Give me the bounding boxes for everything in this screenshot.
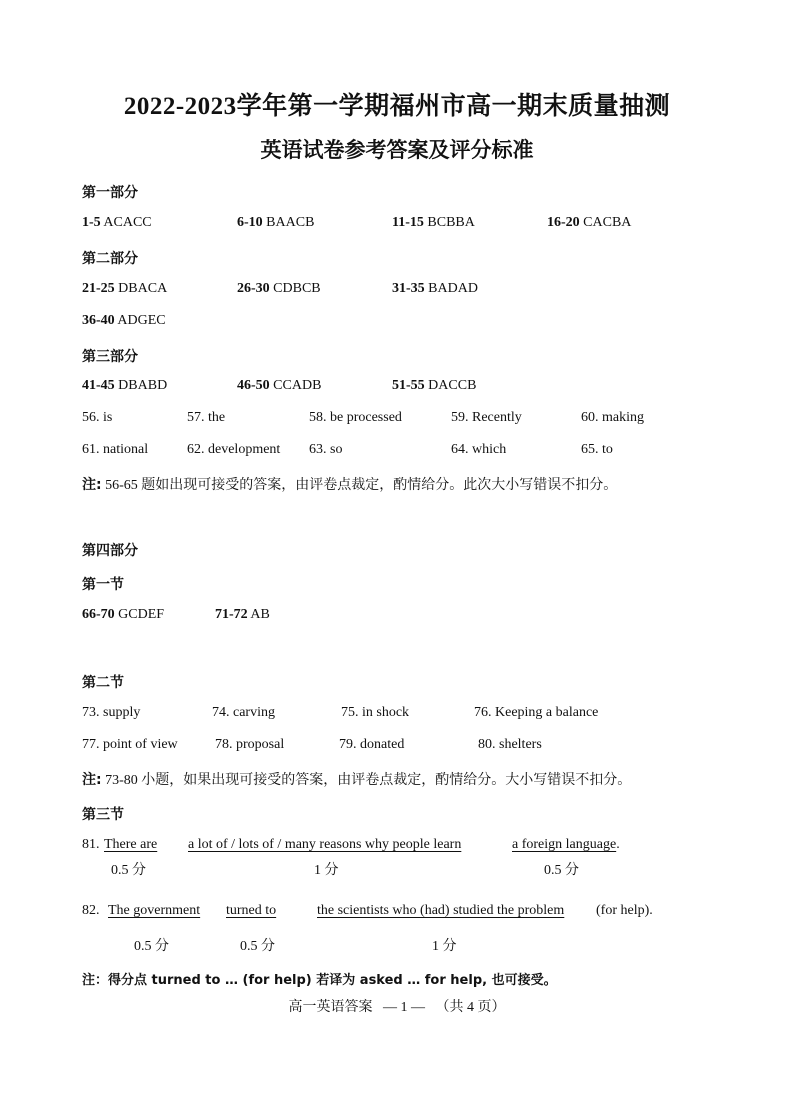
q81-segment-3-wrap: a foreign language. bbox=[512, 837, 620, 852]
page-subtitle: 英语试卷参考答案及评分标准 bbox=[260, 138, 534, 162]
answer-group: 21-25 DBACA bbox=[82, 281, 168, 296]
fill-answer: 64. which bbox=[451, 442, 507, 457]
answer-group: 71-72 AB bbox=[215, 607, 270, 622]
section2-heading: 第二节 bbox=[82, 675, 124, 691]
answer-group: 11-15 BCBBA bbox=[392, 215, 475, 230]
fill-answer: 60. making bbox=[581, 410, 644, 425]
fill-answer: 78. proposal bbox=[215, 737, 285, 752]
fill-answer: 65. to bbox=[581, 442, 613, 457]
fill-answer: 61. national bbox=[82, 442, 149, 457]
answer-group: 1-5 ACACC bbox=[82, 215, 152, 230]
section3-heading: 第三节 bbox=[82, 807, 124, 823]
q81-score-1: 0.5 分 bbox=[111, 863, 146, 878]
fill-answer: 75. in shock bbox=[341, 705, 410, 720]
page-title: 2022-2023学年第一学期福州市高一期末质量抽测 bbox=[123, 93, 671, 120]
fill-answer: 63. so bbox=[309, 442, 343, 457]
part3-heading: 第三部分 bbox=[82, 349, 138, 365]
answer-group: 16-20 CACBA bbox=[547, 215, 632, 230]
q81-segment-1: There are bbox=[104, 837, 158, 852]
section1-heading: 第一节 bbox=[82, 577, 124, 593]
page-number: — 1 — bbox=[383, 1000, 425, 1015]
fill-answer: 74. carving bbox=[212, 705, 275, 720]
q82-segment-1: The government bbox=[108, 903, 201, 918]
q82-score-1: 0.5 分 bbox=[134, 939, 169, 954]
answer-group: 6-10 BAACB bbox=[237, 215, 315, 230]
fill-answer: 57. the bbox=[187, 410, 226, 425]
q82-score-2: 0.5 分 bbox=[240, 939, 275, 954]
fill-answer: 58. be processed bbox=[309, 410, 402, 425]
q82-number: 82. bbox=[82, 903, 100, 918]
q81-segment-2: a lot of / lots of / many reasons why people learn bbox=[188, 837, 462, 852]
q82-segment-2: turned to bbox=[226, 903, 277, 918]
answer-group: 41-45 DBABD bbox=[82, 378, 168, 393]
fill-answer: 77. point of view bbox=[82, 737, 178, 752]
fill-answer: 56. is bbox=[82, 410, 113, 425]
answer-group: 46-50 CCADB bbox=[237, 378, 322, 393]
fill-answer: 62. development bbox=[187, 442, 281, 457]
part1-heading: 第一部分 bbox=[82, 185, 138, 201]
fill-answer: 80. shelters bbox=[478, 737, 542, 752]
part2-heading: 第二部分 bbox=[82, 251, 138, 267]
answer-group: 31-35 BADAD bbox=[392, 281, 478, 296]
q82-score-3: 1 分 bbox=[432, 939, 457, 954]
answer-group: 26-30 CDBCB bbox=[237, 281, 321, 296]
q82-segment-3: the scientists who (had) studied the problem bbox=[317, 903, 565, 918]
page-total: （共 4 页） bbox=[435, 1000, 506, 1015]
fill-answer: 79. donated bbox=[339, 737, 405, 752]
q81-number: 81. bbox=[82, 837, 100, 852]
fill-answer: 73. supply bbox=[82, 705, 141, 720]
scoring-note: 注: 56-65 题如出现可接受的答案，由评卷点裁定，酌情给分。此次大小写错误不扣分。 bbox=[82, 477, 618, 493]
q81-score-3: 0.5 分 bbox=[544, 863, 579, 878]
q81-score-2: 1 分 bbox=[314, 863, 339, 878]
fill-answer: 76. Keeping a balance bbox=[474, 705, 599, 720]
answer-group: 36-40 ADGEC bbox=[82, 313, 166, 328]
answer-group: 66-70 GCDEF bbox=[82, 607, 165, 622]
translation-note: 注：得分点 turned to … (for help) 若译为 asked … for help, 也可接受。 bbox=[82, 973, 557, 988]
answer-group: 51-55 DACCB bbox=[392, 378, 477, 393]
q82-end: (for help). bbox=[596, 903, 653, 918]
fill-answer: 59. Recently bbox=[451, 410, 522, 425]
scoring-note: 注: 73-80 小题，如果出现可接受的答案，由评卷点裁定，酌情给分。大小写错误不扣分。 bbox=[82, 772, 632, 788]
part4-heading: 第四部分 bbox=[82, 543, 138, 559]
page-footer: 高一英语答案 — 1 — （共 4 页） bbox=[288, 1000, 506, 1015]
